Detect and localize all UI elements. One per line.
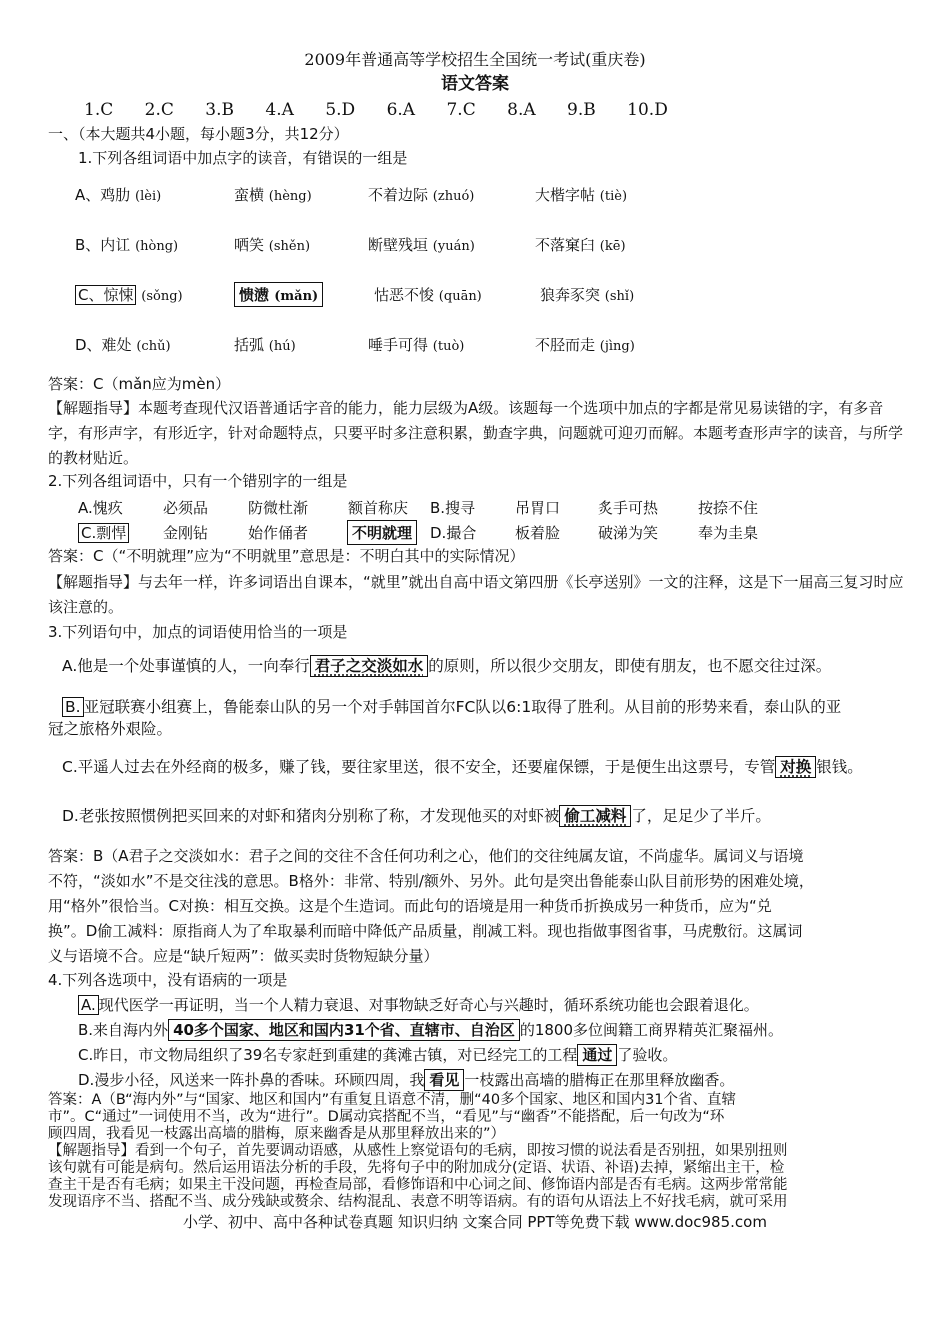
q3-option-d: D.老张按照惯例把买回来的对虾和猪肉分别称了称，才发现他买的对虾被 偷工减料 了，足足少了半斤。 xyxy=(62,807,771,825)
answer-key-item: 3.B xyxy=(205,100,234,120)
q2-word: 必须品 xyxy=(163,499,209,517)
q2-word: 金刚钻 xyxy=(163,524,209,542)
q2-guide: 【解题指导】与去年一样，许多词语出自课本，“就里”就出自高中语文第四册《长亭送别》一文的注释，这是下一届高三复习时应该注意的。 xyxy=(48,573,904,616)
q2-answer: 答案：C（“不明就理”应为“不明就里”意思是：不明白其中的实际情况） xyxy=(48,547,525,565)
q1-a-word3: 大楷字帖 (tiè) xyxy=(535,186,628,204)
q2-word: C.剽悍 xyxy=(78,522,129,543)
q1-b-word2: 断壁残垣 (yuán) xyxy=(368,236,475,254)
exam-title: 2009年普通高等学校招生全国统一考试(重庆卷) xyxy=(304,50,646,69)
q3-stem: 3.下列语句中，加点的词语使用恰当的一项是 xyxy=(48,623,348,641)
q2-word: 不明就理 xyxy=(347,520,417,545)
q2-word: 按捺不住 xyxy=(698,499,759,517)
answer-key-item: 4.A xyxy=(265,100,294,120)
q3-answer-line: 义与语境不合。应是“缺斤短两”：做买卖时货物短缺分量） xyxy=(48,947,439,965)
q4-stem: 4.下列各选项中，没有语病的一项是 xyxy=(48,971,288,989)
q2-word: 板着脸 xyxy=(515,524,561,542)
q4-answer-line: 市”。C“通过”一词使用不当，改为“进行”。D属动宾搭配不当，“看见”与“幽香”不能搭配，后一句改为“环 xyxy=(48,1109,725,1125)
answer-key-item: 2.C xyxy=(144,100,174,120)
section-heading: 一、（本大题共4小题，每小题3分，共12分） xyxy=(48,125,349,143)
q2-word: 破涕为笑 xyxy=(598,524,659,542)
answer-key-item: 7.C xyxy=(446,100,476,120)
answer-key-item: 10.D xyxy=(627,100,668,120)
q1-c-word1: 愦懑 (mǎn) xyxy=(234,282,323,307)
q3-option-a: A.他是一个处事谨慎的人，一向奉行 君子之交淡如水 的原则，所以很少交朋友，即使有朋友，也不愿交往过深。 xyxy=(62,657,832,675)
q1-a-word0: A、鸡肋 (lèi) xyxy=(75,186,162,204)
q4-option-a: A. 现代医学一再证明，当一个人精力衰退、对事物缺乏好奇心与兴趣时，循环系统功能也会跟着退化。 xyxy=(78,995,759,1015)
q4-guide-line: 该句就有可能是病句。然后运用语法分析的手段，先将句子中的附加成分(定语、状语、补语)去掉，紧缩出主干，检 xyxy=(48,1160,785,1176)
q2-stem: 2.下列各组词语中，只有一个错别字的一组是 xyxy=(48,472,348,490)
q2-word: 奉为圭臬 xyxy=(698,524,759,542)
q1-b-word0: B、内讧 (hòng) xyxy=(75,236,179,254)
answer-key-item: 9.B xyxy=(567,100,596,120)
answer-key-item: 5.D xyxy=(325,100,356,120)
q2-word: B.搜寻 xyxy=(430,499,476,517)
q1-guide: 【解题指导】本题考查现代汉语普通话字音的能力，能力层级为A级。该题每一个选项中加点的字都是常见易读错的字，有多音字，有形声字，有形近字，针对命题特点，只要平时多注意积累，勤查字典，问题就可迎刃而解。本题考查形声字的读音，与所学的教材贴近。 xyxy=(48,399,904,467)
q3-option-b: B. 亚冠联赛小组赛上，鲁能泰山队的另一个对手韩国首尔FC队以6:1取得了胜利。从目前的形势来看，泰山队的亚 xyxy=(62,697,841,717)
q2-word: 始作俑者 xyxy=(248,524,309,542)
q1-d-word2: 唾手可得 (tuò) xyxy=(368,336,465,354)
q1-d-word3: 不胫而走 (jìng) xyxy=(535,336,635,354)
q3-option-c: C.平遥人过去在外经商的极多，赚了钱，要往家里送，很不安全，还要雇保镖，于是便生出这票号，专管 对换 银钱。 xyxy=(62,758,863,776)
q1-d-word0: D、难处 (chǔ) xyxy=(75,336,171,354)
q2-word: 额首称庆 xyxy=(348,499,409,517)
q4-guide-line: 发现语序不当、搭配不当、成分残缺或赘余、结构混乱、表意不明等语病。有的语句从语法上不好找毛病，就可采用 xyxy=(48,1194,788,1210)
q1-c-word2: 怙恶不悛 (quān) xyxy=(374,286,482,304)
footer-text: 小学、初中、高中各种试卷真题 知识归纳 文案合同 PPT等免费下载 www.doc985.com xyxy=(183,1213,767,1231)
q1-a-word2: 不着边际 (zhuó) xyxy=(368,186,475,204)
q4-answer-line: 答案：A（B“海内外”与“国家、地区和国内”有重复且语意不清，删“40多个国家、地区和国内31个省、直辖 xyxy=(48,1092,737,1108)
q1-a-word1: 蛮横 (hèng) xyxy=(234,186,312,204)
answer-key-item: 1.C xyxy=(84,100,114,120)
q4-option-c: C.昨日，市文物局组织了39名专家赶到重建的龚滩古镇，对已经完工的工程 通过 了验收。 xyxy=(78,1046,678,1064)
q2-word: D.撮合 xyxy=(430,524,477,542)
q3-answer-line: 用“格外”很恰当。C对换：相互交换。这是个生造词。而此句的语境是用一种货币折换成另一种货币，应为“兑 xyxy=(48,897,772,915)
answer-key-row xyxy=(84,100,694,120)
q2-word: 防微杜渐 xyxy=(248,499,309,517)
q4-option-b: B.来自海内外 40多个国家、地区和国内31个省、直辖市、自治区 的1800多位闽籍工商界精英汇聚福州。 xyxy=(78,1021,784,1039)
q1-b-word1: 哂笑 (shěn) xyxy=(234,236,311,254)
q2-word: 吊胃口 xyxy=(515,499,561,517)
q4-option-d: D.漫步小径，风送来一阵扑鼻的香味。环顾四周，我 看见 一枝露出高墙的腊梅正在那里释放幽香。 xyxy=(78,1071,735,1089)
page-subtitle: 语文答案 xyxy=(441,74,509,94)
q4-answer-line: 顾四周，我看见一枝露出高墙的腊梅，原来幽香是从那里释放出来的”） xyxy=(48,1126,506,1142)
q3-answer-line: 不符，“淡如水”不是交往浅的意思。B格外：非常、特别/额外、另外。此句是突出鲁能泰山队目前形势的困难处境， xyxy=(48,872,814,890)
q1-stem: 1.下列各组词语中加点字的读音，有错误的一组是 xyxy=(78,149,408,167)
q1-answer: 答案：C（mǎn应为mèn） xyxy=(48,375,231,393)
q3-answer-line: 换”。D偷工减料：原指商人为了牟取暴利而暗中降低产品质量，削减工料。现也指做事图省事，马虎敷衍。这属词 xyxy=(48,922,803,940)
q1-b-word3: 不落窠臼 (kē) xyxy=(535,236,626,254)
q2-word: 炙手可热 xyxy=(598,499,659,517)
q2-word: A.愧疚 xyxy=(78,499,123,517)
q4-guide-line: 【解题指导】看到一个句子，首先要调动语感，从感性上察觉语句的毛病，即按习惯的说法看是否别扭，如果别扭则 xyxy=(48,1143,788,1159)
q3-answer-line: 答案：B（A君子之交淡如水：君子之间的交往不含任何功利之心，他们的交往纯属友谊，不尚虚华。属词义与语境 xyxy=(48,847,804,865)
q4-guide-line: 查主干是否有毛病；如果主干没问题，再检查局部，看修饰语和中心词之间、修饰语内部是否有毛病。这两步常常能 xyxy=(48,1177,788,1193)
q1-c-word3: 狼奔豕突 (shǐ) xyxy=(540,286,635,304)
q1-d-word1: 括弧 (hú) xyxy=(234,336,296,354)
answer-key-item: 8.A xyxy=(507,100,536,120)
q1-c-word0: C、惊悚 (sǒng) xyxy=(75,284,183,305)
answer-key-item: 6.A xyxy=(386,100,416,120)
q3-option-b-cont: 冠之旅格外艰险。 xyxy=(48,720,173,738)
